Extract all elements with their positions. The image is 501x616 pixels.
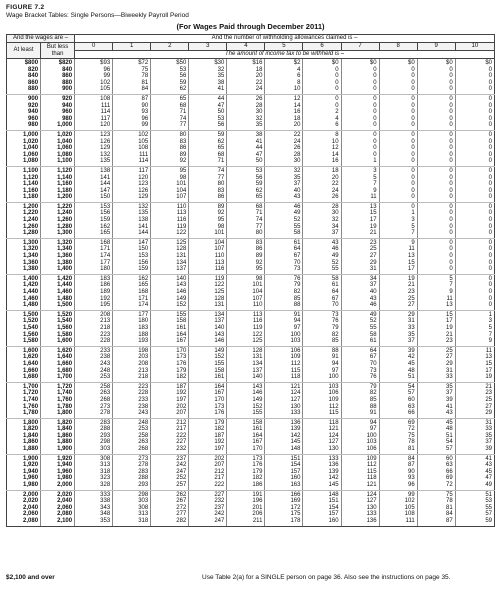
withholding-cell-allowance-0: 308 313 318 323 328 <box>75 454 113 490</box>
withholding-cell-allowance-10: 0 0 0 0 0 <box>455 274 494 310</box>
withholding-cell-allowance-10: 0 0 0 0 0 <box>455 238 494 274</box>
but-less-than-cell: 1,820 1,840 1,860 1,880 1,900 <box>41 418 75 454</box>
withholding-cell-allowance-3: 59 62 65 68 71 <box>189 130 227 166</box>
withholding-cell-allowance-7: 0 0 0 0 1 <box>341 130 379 166</box>
withholding-cell-allowance-8: 99 102 105 108 111 <box>379 490 417 526</box>
withholding-cell-allowance-7: 0 0 0 0 0 <box>341 94 379 130</box>
but-less-than-cell: 1,920 1,940 1,960 1,980 2,000 <box>41 454 75 490</box>
table-row <box>7 274 495 310</box>
withholding-cell-allowance-1: 198 203 208 213 218 <box>113 346 151 382</box>
withholding-cell-allowance-3: $30 32 35 38 41 <box>189 59 227 95</box>
withholding-cell-allowance-0: 208 213 218 223 228 <box>75 310 113 346</box>
withholding-cell-allowance-6: 148 151 154 157 160 <box>303 490 341 526</box>
withholding-cell-allowance-1: 248 253 258 263 268 <box>113 418 151 454</box>
withholding-cell-allowance-5: 151 154 157 160 163 <box>265 454 303 490</box>
at-least-cell: 2,000 2,020 2,040 2,060 2,080 <box>7 490 41 526</box>
withholding-cell-allowance-7: 13 15 17 19 21 <box>341 202 379 238</box>
withholding-cell-allowance-0: 333 338 343 348 353 <box>75 490 113 526</box>
table-row <box>7 310 495 346</box>
withholding-cell-allowance-9: 0 0 0 0 0 <box>417 94 455 130</box>
but-less-than-header: But less than <box>41 43 75 59</box>
withholding-cell-allowance-4: 191 196 201 206 211 <box>227 490 265 526</box>
withholding-cell-allowance-10: 51 53 55 57 59 <box>455 490 494 526</box>
withholding-cell-allowance-1: 162 165 168 171 174 <box>113 274 151 310</box>
withholding-cell-allowance-7: $0 0 0 0 0 <box>341 59 379 95</box>
withholding-cell-allowance-0: 123 126 129 132 135 <box>75 130 113 166</box>
withholding-cell-allowance-2: 155 158 161 164 167 <box>151 310 189 346</box>
withholding-cell-allowance-5: 136 139 142 145 148 <box>265 418 303 454</box>
withholding-cell-allowance-8: $0 0 0 0 0 <box>379 59 417 95</box>
withholding-cell-allowance-2: 262 267 272 277 282 <box>151 490 189 526</box>
table-row <box>7 346 495 382</box>
withholding-cell-allowance-6: 8 10 12 14 16 <box>303 130 341 166</box>
withholding-cell-allowance-4: $16 18 20 22 24 <box>227 59 265 95</box>
withholding-cell-allowance-1: 298 303 308 313 318 <box>113 490 151 526</box>
withholding-cell-allowance-7: 3 5 7 9 11 <box>341 166 379 202</box>
but-less-than-cell: 1,620 1,640 1,660 1,680 1,700 <box>41 346 75 382</box>
allowance-0-header: 0 <box>75 43 113 51</box>
withholding-cell-allowance-1: 132 135 138 141 144 <box>113 202 151 238</box>
but-less-than-cell: 1,020 1,040 1,060 1,080 1,100 <box>41 130 75 166</box>
withholding-cell-allowance-4: 38 41 44 47 50 <box>227 130 265 166</box>
withholding-cell-allowance-6: 43 46 49 52 55 <box>303 238 341 274</box>
withholding-cell-allowance-1: 223 228 233 238 243 <box>113 382 151 418</box>
wages-header: And the wages are – <box>7 35 75 43</box>
withholding-cell-allowance-0: $93 96 99 102 105 <box>75 59 113 95</box>
at-least-cell: 1,300 1,320 1,340 1,360 1,380 <box>7 238 41 274</box>
withholding-cell-allowance-1: 273 278 283 288 293 <box>113 454 151 490</box>
withholding-cell-allowance-3: 227 232 237 242 247 <box>189 490 227 526</box>
withholding-cell-allowance-10: 11 13 15 17 19 <box>455 346 494 382</box>
withholding-cell-allowance-1: 177 180 183 188 193 <box>113 310 151 346</box>
allowances-header: And the number of withholding allowances claimed is – <box>75 35 495 43</box>
withholding-cell-allowance-0: 233 238 243 248 253 <box>75 346 113 382</box>
at-least-cell: 1,000 1,020 1,040 1,060 1,080 <box>7 130 41 166</box>
withholding-cell-allowance-10: 21 23 25 27 29 <box>455 382 494 418</box>
withholding-cell-allowance-1: 147 150 153 156 159 <box>113 238 151 274</box>
allowance-7-header: 7 <box>341 43 379 51</box>
table-row <box>7 94 495 130</box>
withholding-cell-allowance-8: 54 57 60 63 66 <box>379 382 417 418</box>
withholding-cell-allowance-6: 58 61 64 67 70 <box>303 274 341 310</box>
but-less-than-cell: 1,420 1,440 1,460 1,480 1,500 <box>41 274 75 310</box>
withholding-cell-allowance-3: 134 137 140 143 146 <box>189 310 227 346</box>
withholding-cell-allowance-5: $2 4 6 8 10 <box>265 59 303 95</box>
table-row <box>7 418 495 454</box>
withholding-cell-allowance-10: 0 0 0 0 0 <box>455 202 494 238</box>
withholding-cell-allowance-0: 153 156 159 162 165 <box>75 202 113 238</box>
withholding-cell-allowance-7: 64 67 70 73 76 <box>341 346 379 382</box>
withholding-cell-allowance-6: 28 30 32 34 37 <box>303 202 341 238</box>
withholding-cell-allowance-5: 121 124 127 130 133 <box>265 382 303 418</box>
withholding-cell-allowance-8: 0 1 3 5 7 <box>379 202 417 238</box>
withholding-cell-allowance-8: 19 21 23 25 27 <box>379 274 417 310</box>
withholding-cell-allowance-6: $0 0 0 0 0 <box>303 59 341 95</box>
table-caption: (For Wages Paid through December 2011) <box>176 22 325 31</box>
allowance-5-header: 5 <box>265 43 303 51</box>
withholding-cell-allowance-8: 0 0 0 0 0 <box>379 130 417 166</box>
withholding-cell-allowance-9: 0 0 0 0 0 <box>417 130 455 166</box>
at-least-cell: 1,700 1,720 1,740 1,760 1,780 <box>7 382 41 418</box>
withholding-cell-allowance-7: 23 25 27 29 31 <box>341 238 379 274</box>
withholding-cell-allowance-5: 22 24 26 28 30 <box>265 130 303 166</box>
withholding-cell-allowance-9: $0 0 0 0 0 <box>417 59 455 95</box>
withholding-cell-allowance-3: 74 77 80 83 86 <box>189 166 227 202</box>
withholding-cell-allowance-8: 0 0 0 0 0 <box>379 166 417 202</box>
withholding-cell-allowance-9: 25 27 29 31 33 <box>417 346 455 382</box>
withholding-cell-allowance-6: 18 20 22 24 26 <box>303 166 341 202</box>
withholding-cell-allowance-8: 9 11 13 15 17 <box>379 238 417 274</box>
withholding-cell-allowance-4: 68 71 74 77 80 <box>227 202 265 238</box>
withholding-cell-allowance-2: 187 192 197 202 207 <box>151 382 189 418</box>
at-least-cell: 1,500 1,520 1,540 1,560 1,580 <box>7 310 41 346</box>
withholding-cell-allowance-7: 79 82 85 88 91 <box>341 382 379 418</box>
withholding-cell-allowance-5: 106 109 112 115 118 <box>265 346 303 382</box>
at-least-cell: 1,900 1,920 1,940 1,960 1,980 <box>7 454 41 490</box>
table-row <box>7 454 495 490</box>
at-least-cell: 1,200 1,220 1,240 1,260 1,280 <box>7 202 41 238</box>
withholding-cell-allowance-4: 143 146 149 152 155 <box>227 382 265 418</box>
at-least-header: At least <box>7 43 41 59</box>
table-row <box>7 130 495 166</box>
footer-wage-note: $2,100 and over <box>6 574 55 581</box>
withholding-cell-allowance-1: 117 120 123 126 129 <box>113 166 151 202</box>
at-least-cell: 1,100 1,120 1,140 1,160 1,180 <box>7 166 41 202</box>
withholding-cell-allowance-0: 108 111 114 117 120 <box>75 94 113 130</box>
withholding-cell-allowance-6: 103 106 109 112 115 <box>303 382 341 418</box>
withholding-cell-allowance-2: 237 242 247 252 257 <box>151 454 189 490</box>
table-row <box>7 166 495 202</box>
table-row <box>7 59 495 95</box>
figure-label: FIGURE 7.2 <box>6 4 45 11</box>
but-less-than-cell: $820 840 860 880 900 <box>41 59 75 95</box>
but-less-than-cell: 1,220 1,240 1,260 1,280 1,300 <box>41 202 75 238</box>
withholding-cell-allowance-10: 0 0 0 0 0 <box>455 94 494 130</box>
withholding-cell-allowance-9: 15 17 19 21 23 <box>417 310 455 346</box>
withholding-cell-allowance-2: 95 98 101 104 107 <box>151 166 189 202</box>
withholding-cell-allowance-2: $50 53 56 59 62 <box>151 59 189 95</box>
withholding-cell-allowance-5: 76 79 82 85 88 <box>265 274 303 310</box>
withholding-cell-allowance-6: 73 76 79 82 85 <box>303 310 341 346</box>
withholding-cell-allowance-2: 140 143 146 149 152 <box>151 274 189 310</box>
withholding-cell-allowance-2: 125 128 131 134 137 <box>151 238 189 274</box>
withholding-cell-allowance-5: 12 14 16 18 20 <box>265 94 303 130</box>
wage-bracket-table <box>6 34 495 527</box>
table-body <box>7 59 495 527</box>
withholding-cell-allowance-2: 80 83 86 89 92 <box>151 130 189 166</box>
at-least-cell: $800 820 840 860 880 <box>7 59 41 95</box>
allowance-3-header: 3 <box>189 43 227 51</box>
withholding-cell-allowance-5: 32 35 37 40 43 <box>265 166 303 202</box>
withholding-cell-allowance-7: 49 52 55 58 61 <box>341 310 379 346</box>
but-less-than-cell: 1,520 1,540 1,560 1,580 1,600 <box>41 310 75 346</box>
withholding-cell-allowance-0: 138 141 144 147 150 <box>75 166 113 202</box>
withholding-cell-allowance-4: 158 161 164 167 170 <box>227 418 265 454</box>
but-less-than-cell: 2,020 2,040 2,060 2,080 2,100 <box>41 490 75 526</box>
withholding-cell-allowance-4: 53 56 59 62 65 <box>227 166 265 202</box>
but-less-than-cell: 1,120 1,140 1,160 1,180 1,200 <box>41 166 75 202</box>
withholding-cell-allowance-5: 61 64 67 70 73 <box>265 238 303 274</box>
withholding-cell-allowance-9: 45 48 51 54 57 <box>417 418 455 454</box>
withholding-cell-allowance-0: 283 288 293 298 303 <box>75 418 113 454</box>
withholding-cell-allowance-3: 179 182 187 192 197 <box>189 418 227 454</box>
allowance-8-header: 8 <box>379 43 417 51</box>
at-least-cell: 900 920 940 960 980 <box>7 94 41 130</box>
footer-instructions: Use Table 2(a) for a SINGLE person on page 36. Also see the instructions on page 35. <box>202 574 451 581</box>
withholding-cell-allowance-9: 5 7 9 11 13 <box>417 274 455 310</box>
withholding-cell-allowance-10: 31 33 35 37 39 <box>455 418 494 454</box>
withholding-cell-allowance-4: 26 28 30 32 35 <box>227 94 265 130</box>
withholding-cell-allowance-0: 168 171 174 177 180 <box>75 238 113 274</box>
withholding-cell-allowance-10: 0 0 0 0 0 <box>455 130 494 166</box>
withholding-cell-allowance-9: 0 0 0 0 0 <box>417 202 455 238</box>
withholding-cell-allowance-8: 29 31 33 35 37 <box>379 310 417 346</box>
withholding-cell-allowance-10: $0 0 0 0 0 <box>455 59 494 95</box>
withholding-cell-allowance-0: 183 186 189 192 195 <box>75 274 113 310</box>
but-less-than-cell: 1,720 1,740 1,760 1,780 1,800 <box>41 382 75 418</box>
withholding-cell-allowance-3: 119 122 125 128 131 <box>189 274 227 310</box>
withholding-cell-allowance-3: 164 167 170 173 176 <box>189 382 227 418</box>
allowance-10-header: 10 <box>455 43 494 51</box>
withholding-cell-allowance-9: 35 37 39 41 43 <box>417 382 455 418</box>
withholding-cell-allowance-9: 0 0 0 0 0 <box>417 166 455 202</box>
withholding-cell-allowance-2: 170 173 176 179 182 <box>151 346 189 382</box>
withholding-cell-allowance-8: 84 87 90 93 96 <box>379 454 417 490</box>
withholding-cell-allowance-5: 166 169 172 175 178 <box>265 490 303 526</box>
withholding-cell-allowance-3: 149 152 155 158 161 <box>189 346 227 382</box>
table-row <box>7 238 495 274</box>
withholding-cell-allowance-5: 91 94 97 100 103 <box>265 310 303 346</box>
withholding-cell-allowance-9: 60 63 66 69 72 <box>417 454 455 490</box>
withholding-cell-allowance-8: 69 72 75 78 81 <box>379 418 417 454</box>
amount-header: The amount of income tax to be withheld is – <box>75 51 495 59</box>
withholding-cell-allowance-6: 133 136 139 142 145 <box>303 454 341 490</box>
allowance-2-header: 2 <box>151 43 189 51</box>
withholding-cell-allowance-7: 109 112 115 118 121 <box>341 454 379 490</box>
at-least-cell: 1,800 1,820 1,840 1,860 1,880 <box>7 418 41 454</box>
withholding-cell-allowance-4: 98 101 104 107 110 <box>227 274 265 310</box>
withholding-cell-allowance-6: 118 121 124 127 130 <box>303 418 341 454</box>
withholding-cell-allowance-8: 39 42 45 48 51 <box>379 346 417 382</box>
withholding-cell-allowance-9: 0 0 0 0 0 <box>417 238 455 274</box>
withholding-cell-allowance-7: 34 37 40 43 46 <box>341 274 379 310</box>
withholding-cell-allowance-2: 110 113 116 119 122 <box>151 202 189 238</box>
table-row <box>7 202 495 238</box>
withholding-cell-allowance-10: 41 43 45 47 49 <box>455 454 494 490</box>
withholding-cell-allowance-10: 0 0 0 0 0 <box>455 166 494 202</box>
withholding-cell-allowance-1: $72 75 78 81 84 <box>113 59 151 95</box>
table-row <box>7 382 495 418</box>
withholding-cell-allowance-0: 258 263 268 273 278 <box>75 382 113 418</box>
but-less-than-cell: 1,320 1,340 1,360 1,380 1,400 <box>41 238 75 274</box>
withholding-cell-allowance-7: 124 127 130 133 136 <box>341 490 379 526</box>
table-header <box>7 35 495 59</box>
withholding-cell-allowance-2: 212 217 222 227 232 <box>151 418 189 454</box>
withholding-cell-allowance-3: 44 47 50 53 56 <box>189 94 227 130</box>
withholding-cell-allowance-6: 0 0 2 4 6 <box>303 94 341 130</box>
allowance-1-header: 1 <box>113 43 151 51</box>
withholding-cell-allowance-4: 128 131 134 137 140 <box>227 346 265 382</box>
withholding-cell-allowance-4: 83 86 89 92 95 <box>227 238 265 274</box>
withholding-cell-allowance-3: 202 207 212 217 222 <box>189 454 227 490</box>
at-least-cell: 1,400 1,420 1,440 1,460 1,480 <box>7 274 41 310</box>
withholding-cell-allowance-2: 65 68 71 74 77 <box>151 94 189 130</box>
allowance-6-header: 6 <box>303 43 341 51</box>
withholding-cell-allowance-4: 173 176 179 182 186 <box>227 454 265 490</box>
table-row <box>7 490 495 526</box>
withholding-cell-allowance-3: 89 92 95 98 101 <box>189 202 227 238</box>
allowance-9-header: 9 <box>417 43 455 51</box>
withholding-cell-allowance-8: 0 0 0 0 0 <box>379 94 417 130</box>
allowance-4-header: 4 <box>227 43 265 51</box>
withholding-cell-allowance-3: 104 107 110 113 116 <box>189 238 227 274</box>
withholding-cell-allowance-1: 102 105 108 111 114 <box>113 130 151 166</box>
table-footer <box>6 574 495 581</box>
figure-subtitle: Wage Bracket Tables: Single Persons—Biweekly Payroll Period <box>6 12 189 19</box>
withholding-cell-allowance-9: 75 78 81 84 87 <box>417 490 455 526</box>
withholding-cell-allowance-10: 1 3 5 7 9 <box>455 310 494 346</box>
at-least-cell: 1,600 1,620 1,640 1,660 1,680 <box>7 346 41 382</box>
but-less-than-cell: 920 940 960 980 1,000 <box>41 94 75 130</box>
withholding-cell-allowance-6: 88 91 94 97 100 <box>303 346 341 382</box>
withholding-cell-allowance-5: 46 49 52 55 58 <box>265 202 303 238</box>
withholding-cell-allowance-7: 94 97 100 103 106 <box>341 418 379 454</box>
withholding-cell-allowance-1: 87 90 93 96 99 <box>113 94 151 130</box>
withholding-cell-allowance-4: 113 116 119 122 125 <box>227 310 265 346</box>
